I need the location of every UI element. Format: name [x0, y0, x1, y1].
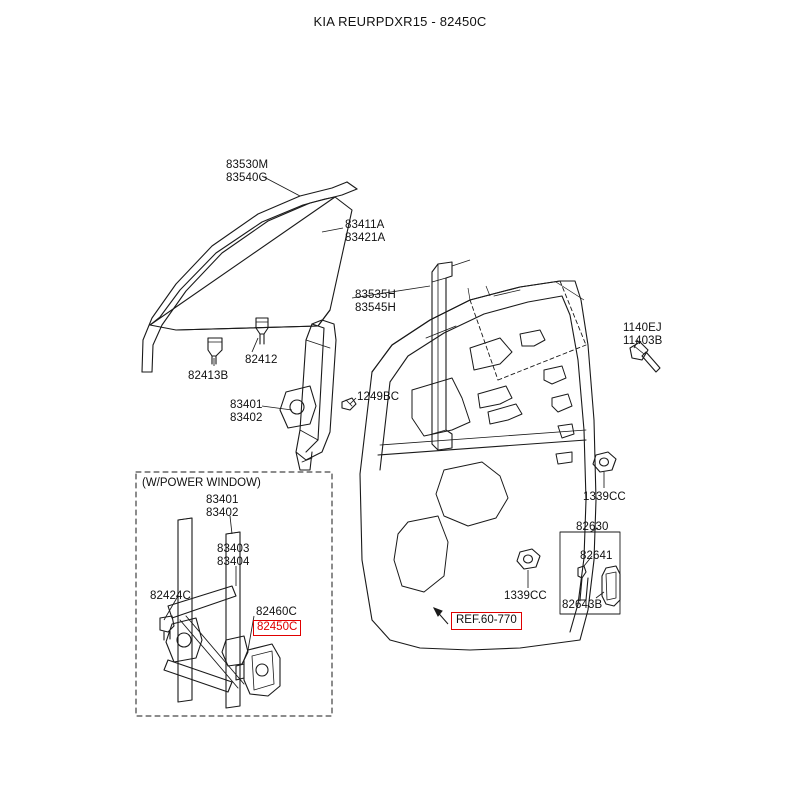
label-1339cc-lower: 1339CC: [504, 590, 547, 602]
label-82412: 82412: [245, 354, 278, 366]
label-82643b: 82643B: [562, 599, 603, 611]
nut-1339cc-upper: [593, 452, 616, 472]
label-1249bc: 1249BC: [357, 391, 400, 403]
window-channel-rail: [432, 262, 452, 450]
glass-run-channel: [142, 182, 357, 372]
label-82424c: 82424C: [150, 590, 191, 602]
leader-83401-manual: [262, 406, 292, 410]
label-83530m-83540g: 83530M 83540G: [226, 159, 269, 184]
label-82413b: 82413B: [188, 370, 229, 382]
label-ref-60-770: REF.60-770: [451, 612, 522, 630]
nut-1339cc-lower: [517, 549, 540, 569]
door-glass: [150, 197, 352, 330]
leader-82412: [252, 338, 258, 352]
label-82630: 82630: [576, 521, 609, 533]
label-82450c-highlight: 82450C: [253, 620, 301, 636]
label-1339cc-upper: 1339CC: [583, 491, 626, 503]
window-motor-82450c: [236, 644, 280, 696]
door-panel: [360, 281, 596, 650]
label-1140ej-11403b: 1140EJ 11403B: [623, 322, 663, 347]
clip-82412: [256, 318, 268, 344]
clip-82413b: [208, 338, 222, 364]
label-82460c: 82460C: [256, 606, 297, 618]
label-83411a-83421a: 83411A 83421A: [345, 219, 386, 244]
window-regulator-manual: [280, 320, 336, 470]
label-83535h-83545h: 83535H 83545H: [355, 289, 396, 314]
leader-channel: [452, 260, 470, 266]
label-83401-83402-power: 83401 83402: [206, 494, 239, 519]
leader-83411a: [322, 228, 343, 232]
label-83401-83402: 83401 83402: [230, 399, 263, 424]
power-window-panel-title: (W/POWER WINDOW): [142, 477, 261, 489]
label-83403-83404: 83403 83404: [217, 543, 250, 568]
label-82641: 82641: [580, 550, 613, 562]
page-title: KIA REURPDXR15 - 82450C: [313, 14, 487, 29]
door-panel-cutouts: [394, 290, 574, 592]
ref-arrow: [434, 608, 448, 624]
